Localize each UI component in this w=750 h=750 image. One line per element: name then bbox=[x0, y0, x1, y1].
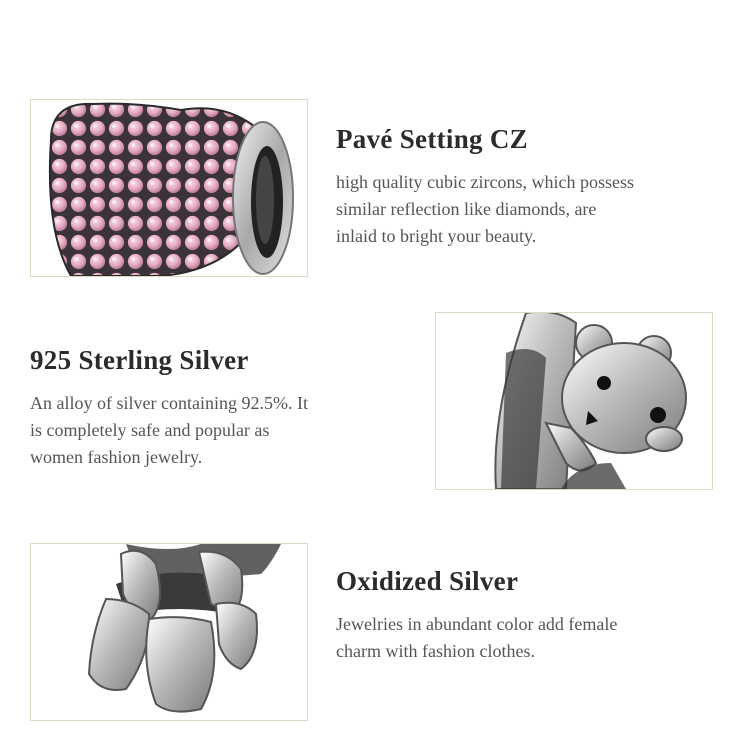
feature-description bbox=[30, 390, 420, 471]
bear-legs-image bbox=[31, 544, 307, 720]
desc-line: charm with fashion clothes. bbox=[336, 641, 535, 662]
feature-title: Oxidized Silver bbox=[336, 566, 519, 596]
heart-charm-photo bbox=[30, 99, 308, 277]
heart-charm-image bbox=[31, 100, 307, 276]
feature-description bbox=[336, 169, 736, 250]
desc-line: women fashion jewelry. bbox=[30, 447, 203, 468]
desc-line: similar reflection like diamonds, are bbox=[336, 199, 597, 220]
feature-pave-setting bbox=[336, 124, 736, 250]
teddy-bear-image bbox=[436, 313, 712, 489]
desc-line: An alloy of silver containing 92.5%. It bbox=[30, 393, 308, 414]
feature-title: Pavé Setting CZ bbox=[336, 124, 528, 154]
desc-line: is completely safe and popular as bbox=[30, 420, 270, 441]
desc-line: high quality cubic zircons, which possess bbox=[336, 172, 634, 193]
feature-description bbox=[336, 611, 736, 665]
feature-oxidized-silver bbox=[336, 566, 736, 665]
feature-title: 925 Sterling Silver bbox=[30, 345, 249, 375]
feature-sterling-silver bbox=[30, 345, 420, 471]
desc-line: Jewelries in abundant color add female bbox=[336, 614, 618, 635]
bear-legs-charm-photo bbox=[30, 543, 308, 721]
desc-line: inlaid to bright your beauty. bbox=[336, 226, 537, 247]
teddy-bear-charm-photo bbox=[435, 312, 713, 490]
